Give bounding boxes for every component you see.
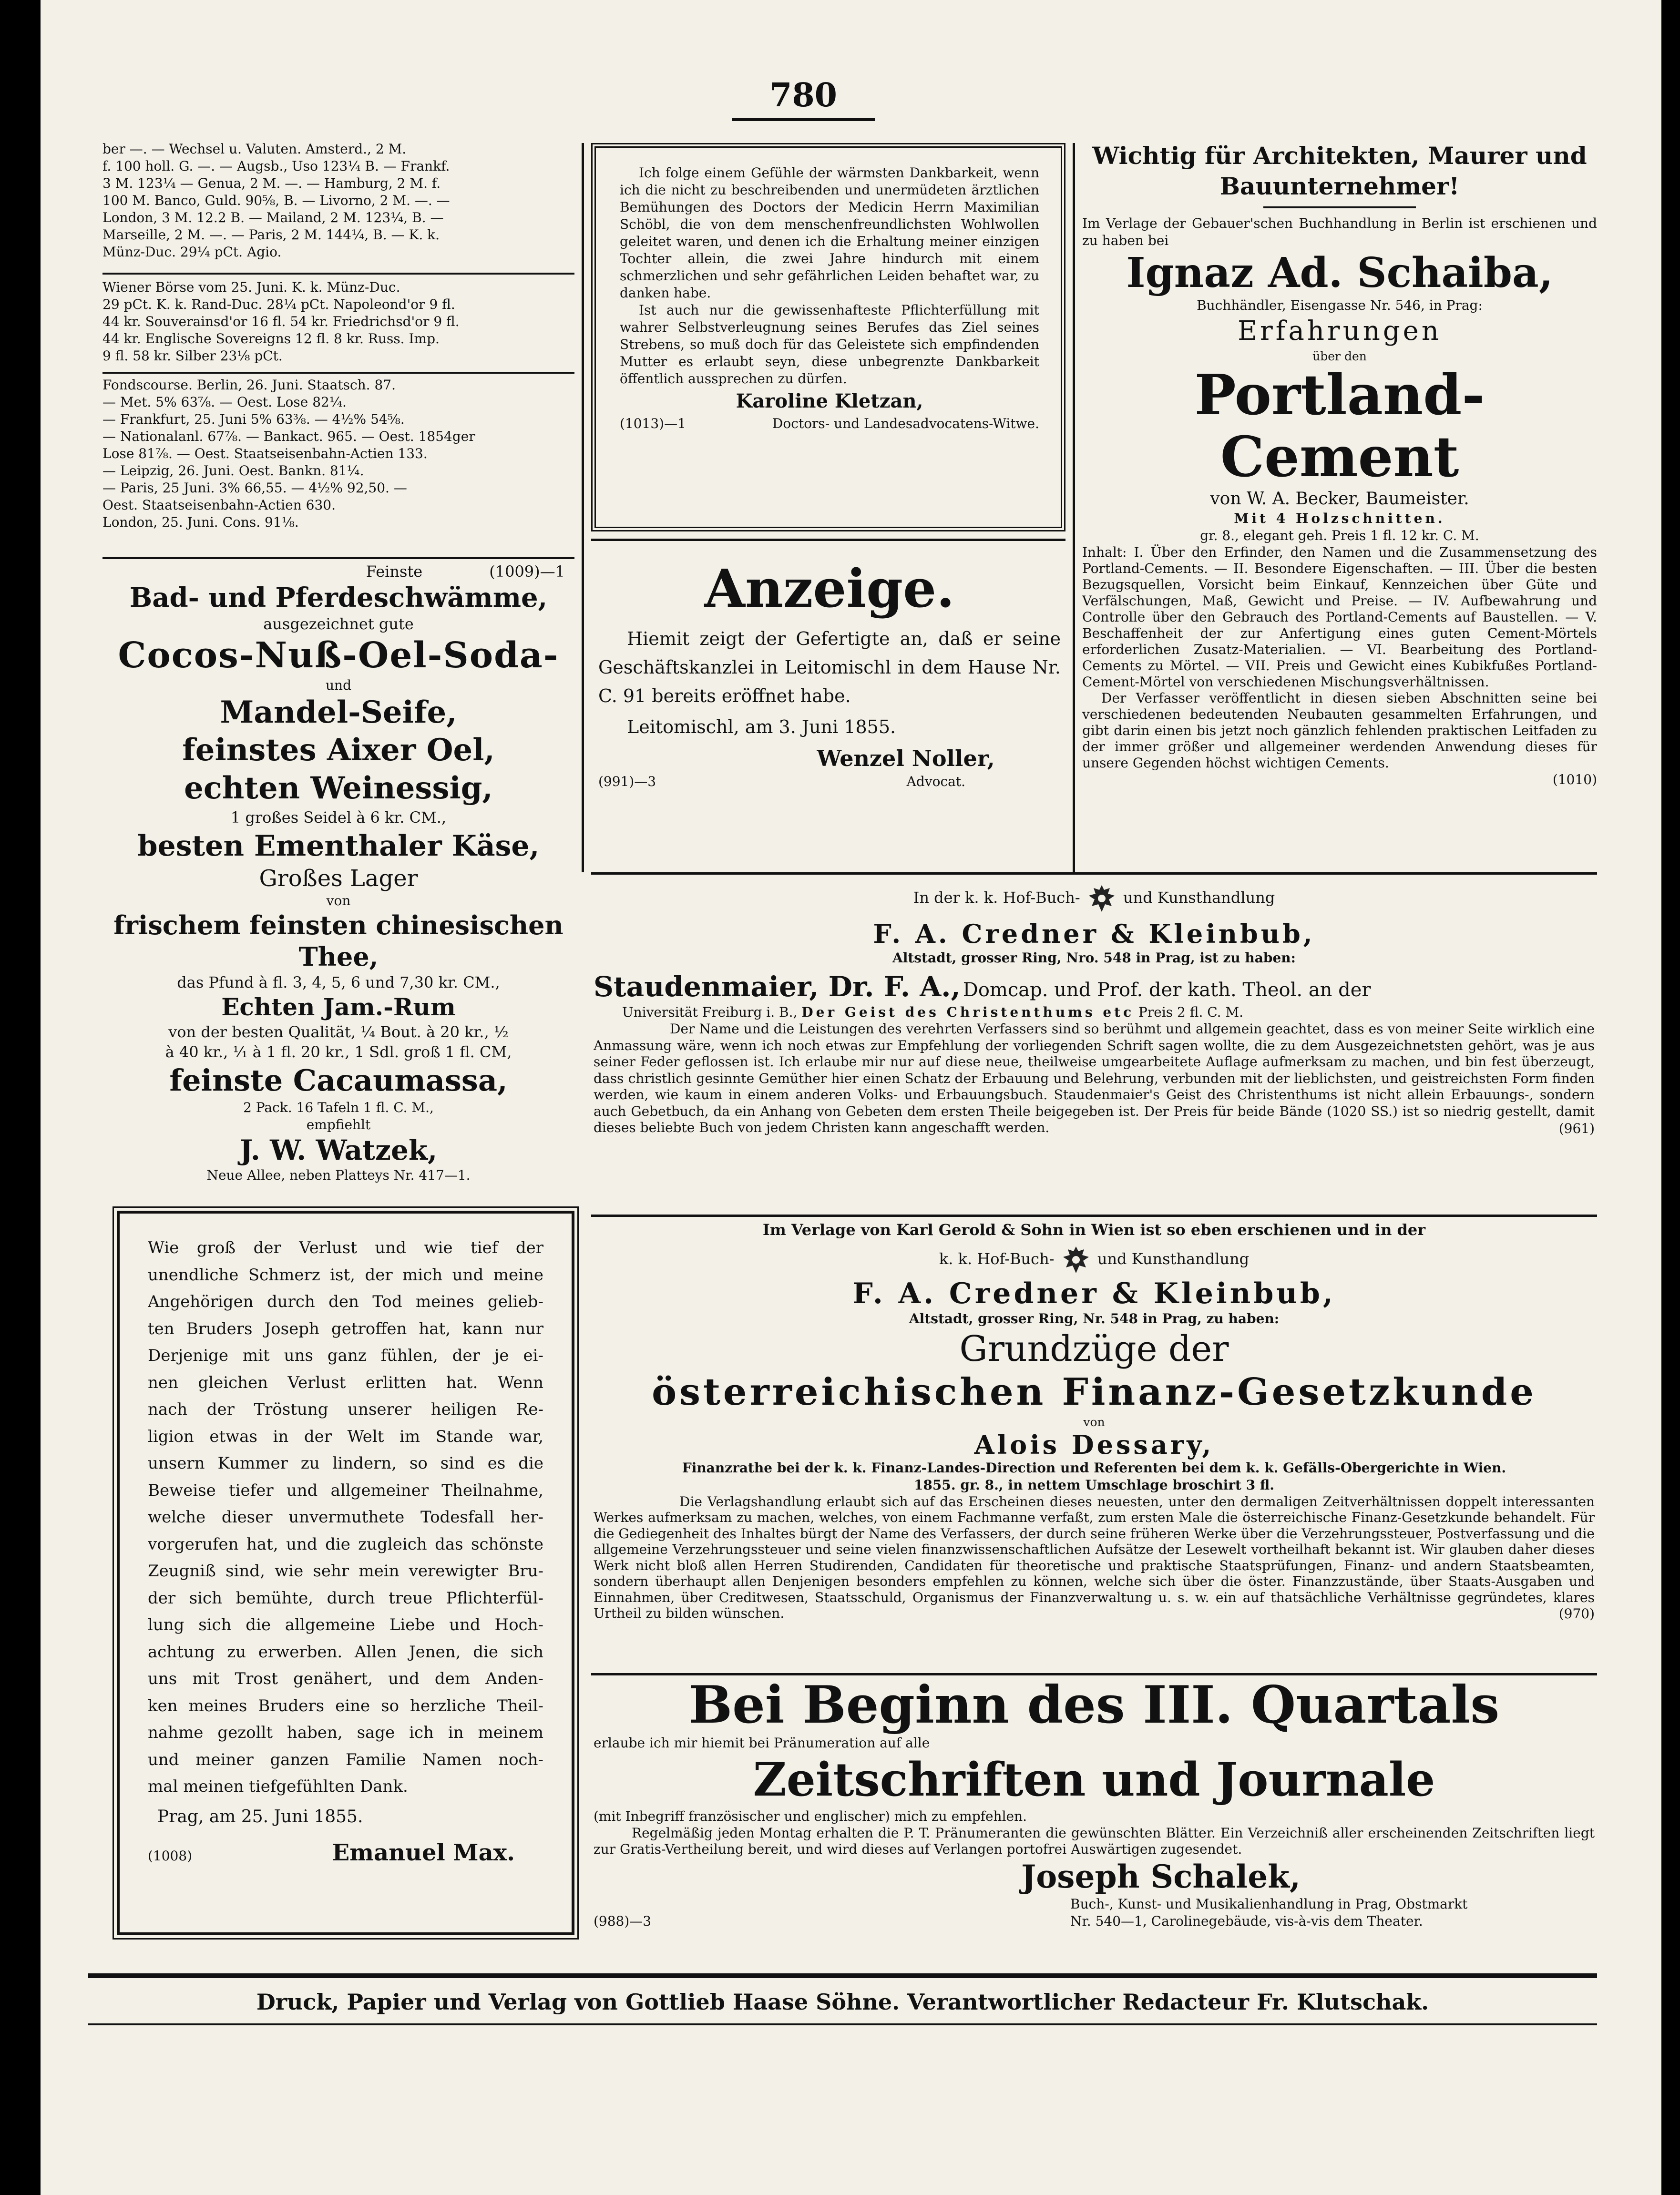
newspaper-page <box>41 0 1661 2195</box>
fonds-line: — Leipzig, 26. Juni. Oest. Bankn. 81¼. <box>102 463 364 479</box>
fonds-line: — Frankfurt, 25. Juni 5% 63⅜. — 4½% 54⅝. <box>102 411 405 427</box>
notice-line: nahme gezollt haben, sage ich in meinem <box>148 1723 543 1742</box>
thanks-signature-role: Doctors- und Landesadvocatens-Witwe. <box>772 416 1039 431</box>
imprint-footer: Druck, Papier und Verlag von Gottlieb Haase Söhne. Verantwortlicher Redacteur Fr. Klutschak. <box>256 1989 1429 2015</box>
notice-line: Beweise tiefer und allgemeiner Theilnahme, <box>148 1480 543 1500</box>
book-ref: (970) <box>1558 1605 1595 1622</box>
cement-seller-address: Buchhändler, Eisengasse Nr. 546, in Prag: <box>1197 297 1483 313</box>
notice-line: nach der Tröstung unserer heiligen Re- <box>148 1400 543 1419</box>
header-rule <box>732 118 875 121</box>
anzeige-signature: Wenzel Noller, <box>817 745 995 771</box>
anzeige-place: Leitomischl, am 3. Juni 1855. <box>627 716 896 737</box>
schalek-line: erlaube ich mir hiemit bei Pränumeration auf alle <box>594 1735 930 1751</box>
notice-line: ten Bruders Joseph getroffen hat, kann nur <box>148 1319 543 1338</box>
ad-line: besten Ementhaler Käse, <box>137 829 540 863</box>
firm-address: Altstadt, grosser Ring, Nr. 548 in Prag, zu haben: <box>909 1310 1280 1327</box>
cement-contents: Inhalt: I. Über den Erfinder, den Namen und die Zusammensetzung des Portland-Cements. — II. Besondere Eigenschaften. — III. Über die besten Bezugsquellen, Vorsicht beim Einkauf, Kennzeichen über Güte und Verfälschungen, Maß, Gewicht und Preise. — IV. Aufbewahrung und Controlle über den Gebrauch des Portland-Cements auf Baustellen. — V. Beschaffenheit der zur Anfertigung eines guten Cement-Mörtels erforderlichen Zusatz-Materialien. — VI. Bearbeitung des Portland-Cements zu Mörtel. — VII. Preis und Gewicht eines Kubikfußes Portland-Cement-Mörtel von verschiedenen Mischungsverhältnissen. <box>1082 544 1597 690</box>
ad-line: Mandel-Seife, <box>220 694 457 730</box>
quarter-headline: Bei Beginn des III. Quartals <box>688 1675 1500 1735</box>
notice-line: lung sich die allgemeine Liebe und Hoch- <box>148 1615 543 1634</box>
watzek-ad <box>102 562 574 1200</box>
market-line: 100 M. Banco, Guld. 90⅝, B. — Livorno, 2 M. —. — <box>102 193 450 208</box>
book-ref: (961) <box>1558 1120 1595 1136</box>
ad-line: à 40 kr., ⅟₁ à 1 fl. 20 kr., 1 Sdl. groß 1 fl. CM, <box>165 1043 512 1061</box>
market-line: Münz-Duc. 29¼ pCt. Agio. <box>102 244 282 260</box>
book-description: Die Verlagshandlung erlaubt sich auf das Erscheinen dieses neuesten, unter den dermaligen Zeitverhältnissen doppelt interessanten Werkes aufmerksam zu machen, welches, von einem Fachmanne verfaßt, zum ersten Male die österreichische Finanz-Gesetzkunde behandelt. Für die Gediegenheit des Inhaltes bürgt der Name des Verfassers, der durch seine früheren Werke über die Verzehrungssteuer, Postverfassung und die allgemeine Verzehrungssteuer und seine vielen finanzwissenschaftlichen Aufsätze der Lesewelt vortheilhaft bekannt ist. Wir glauben daher dieses Werk nicht bloß allen Herren Studirenden, Candidaten für theoretische und praktische Staatsprüfungen, Finanz- und andern Staatsbeamten, sondern überhaupt allen Denjenigen besonders empfehlen zu können, welche sich über die öster. Finanzzustände, über Staats-Ausgaben und Einnahmen, über Creditwesen, Staatsschuld, Organismus der Finanzverwaltung u. s. w. ein auf thatsächliche Verhältnisse gegründetes, klares Urtheil zu bilden wünschen. <box>594 1493 1595 1621</box>
cement-illustrations: Mit 4 Holzschnitten. <box>1234 510 1445 526</box>
shop-label: In der k. k. Hof-Buch- <box>913 888 1080 907</box>
anzeige-title: Anzeige. <box>704 558 955 619</box>
anzeige-text: Hiemit zeigt der Gefertigte an, daß er seine Geschäftskanzlei in Leitomischl in dem Hause Nr. C. 91 bereits eröffnet habe. <box>598 628 1061 706</box>
footer-rule <box>88 1973 1597 1978</box>
cement-headline: Bauunternehmer! <box>1219 172 1460 200</box>
cement-title-main: Portland-Cement <box>1194 363 1485 490</box>
firm-name: F. A. Credner & Kleinbub, <box>852 1276 1336 1310</box>
vienna-exchange <box>102 279 574 372</box>
ad-line: von <box>326 893 351 909</box>
divider <box>591 1215 1597 1217</box>
ad-line: und <box>326 677 351 693</box>
ad-line: ausgezeichnet gute <box>263 615 414 633</box>
schalek-body: Regelmäßig jeden Montag erhalten die P. T. Pränumeranten die gewünschten Blätter. Ein Verzeichniß aller erscheinenden Zeitschriften liegt zur Gratis-Vertheilung bereit, und wird dieses auf Verlangen portofrei Auswärtigen zugesendet. <box>594 1825 1595 1857</box>
notice-line: der sich bemühte, durch treue Pflichterfül- <box>148 1588 543 1608</box>
market-line: Marseille, 2 M. —. — Paris, 2 M. 144¼, B. — K. k. <box>102 227 440 243</box>
ad-feinste: Feinste <box>366 562 423 581</box>
schalek-address: Buch-, Kunst- und Musikalienhandlung in Prag, Obstmarkt <box>1070 1896 1468 1912</box>
notice-line: mal meinen tiefgefühlten Dank. <box>148 1777 408 1796</box>
boerse-line: 44 kr. Englische Sovereigns 12 fl. 8 kr. Russ. Imp. <box>102 331 440 347</box>
notice-line: Angehörigen durch den Tod meines gelieb- <box>148 1292 543 1311</box>
column-rule-right <box>1073 143 1075 872</box>
divider <box>102 273 574 275</box>
ad-signature: J. W. Watzek, <box>239 1134 438 1166</box>
column-rule-left <box>582 143 584 872</box>
ad-line: von der besten Qualität, ¼ Bout. à 20 kr., ½ <box>168 1023 509 1041</box>
notice-signature: Emanuel Max. <box>332 1839 515 1866</box>
ad-line: Echten Jam.-Rum <box>221 993 456 1021</box>
notice-line: unendliche Schmerz ist, der mich und meine <box>148 1265 543 1285</box>
fonds-line: London, 25. Juni. Cons. 91⅛. <box>102 514 299 530</box>
ad-line: Neue Allee, neben Platteys Nr. 417—1. <box>206 1167 471 1183</box>
book-description: Der Name und die Leistungen des verehrten Verfassers sind so berühmt und allgemein geachtet, dass es von meiner Seite wirklich eine Anmassung wäre, wenn ich noch etwas zur Empfehlung der vorliegenden Schrift sagen wollte, die zu dem Ausgezeichnetsten gehört, was je aus seiner Feder geflossen ist. Ich erlaube mir nur auf diese neue, theilweise umgearbeitete Auflage aufmerksam zu machen, und bin fest überzeugt, dass christlich gesinnte Gemüther hier einen Schatz der Erbauung und Belehrung, verbunden mit der lieblichsten, und geistreichsten Form finden werden, wie kaum in einem anderen Volks- und Erbauungsbuch. Staudenmaier's Geist des Christenthums ist nicht allein Erbauungs-, sondern auch Gebetbuch, da ein Anhang von Gebeten dem ersten Theile beigegeben ist. Der Preis für beide Bände (1020 SS.) ist so niedrig gestellt, damit dieses beliebte Buch von jedem Christen kann angeschafft werden. <box>594 1021 1595 1135</box>
firm-address: Altstadt, grosser Ring, Nro. 548 in Prag, ist zu haben: <box>892 950 1296 966</box>
notice-line: Derjenige mit uns ganz fühlen, der je ei- <box>148 1346 543 1365</box>
ad-line: Bad- und Pferdeschwämme, <box>129 582 548 613</box>
schalek-line: (mit Inbegriff französischer und englischer) mich zu empfehlen. <box>594 1808 1027 1824</box>
cement-title: Erfahrungen <box>1238 316 1442 347</box>
thanks-signature: Karoline Kletzan, <box>736 390 923 412</box>
ad-line: Großes Lager <box>259 865 418 892</box>
footer-rule <box>88 2023 1597 2025</box>
book-author-info: Finanzrathe bei der k. k. Finanz-Landes-Direction und Referenten bei dem k. k. Gefälls-Obergerichte in Wien. <box>682 1460 1506 1476</box>
cement-seller: Ignaz Ad. Schaiba, <box>1126 249 1553 297</box>
publisher-line: Im Verlage von Karl Gerold & Sohn in Wien ist so eben erschienen und in der <box>762 1221 1426 1239</box>
book-author-info: Universität Freiburg i. B., <box>622 1004 798 1020</box>
fonds-line: — Nationalanl. 67⅞. — Bankact. 965. — Oest. 1854ger <box>102 429 475 444</box>
schalek-ad <box>594 1675 1595 1971</box>
market-line: 3 M. 123¼ — Genua, 2 M. —. — Hamburg, 2 M. f. <box>102 175 441 191</box>
notice-line: ken meines Bruders eine so herzliche Theil- <box>148 1696 543 1715</box>
ad-line: feinstes Aixer Oel, <box>182 732 495 768</box>
exchange-rates <box>102 141 574 269</box>
book-by: von <box>1083 1415 1105 1429</box>
book-author: Staudenmaier, Dr. F. A., <box>594 970 961 1003</box>
market-line: ber —. — Wechsel u. Valuten. Amsterd., 2 M. <box>102 141 407 157</box>
notice-line: vorgerufen hat, und die zugleich das schönste <box>148 1534 543 1554</box>
ad-ref: (1009)—1 <box>489 562 565 581</box>
cement-ref: (1010) <box>1552 772 1597 787</box>
divider <box>102 557 574 559</box>
boerse-line: Wiener Börse vom 25. Juni. K. k. Münz-Duc. <box>102 279 400 295</box>
book-title: Der Geist des Christenthums etc <box>801 1004 1135 1020</box>
schalek-title: Zeitschriften und Journale <box>753 1753 1435 1807</box>
market-line: London, 3 M. 12.2 B. — Mailand, 2 M. 123¼, B. — <box>102 210 444 225</box>
ad-line: das Pfund à fl. 3, 4, 5, 6 und 7,30 kr. CM., <box>177 973 500 991</box>
notice-line: Zeugniß sind, wie sehr mein verewigter Bru- <box>148 1562 543 1581</box>
boerse-line: 44 kr. Souverainsd'or 16 fl. 54 kr. Friedrichsd'or 9 fl. <box>102 314 460 329</box>
staudenmaier-ad <box>594 877 1595 1213</box>
ad-line: empfiehlt <box>306 1117 371 1133</box>
fonds-line: — Met. 5% 63⅞. — Oest. Lose 82¼. <box>102 394 347 410</box>
divider <box>1263 206 1416 208</box>
book-author: Alois Dessary, <box>974 1429 1214 1460</box>
notice-line: achtung zu erwerben. Allen Jenen, die sich <box>148 1642 543 1662</box>
book-price: Preis 2 fl. C. M. <box>1138 1004 1244 1020</box>
thanks-ref: (1013)—1 <box>620 416 686 431</box>
book-title: Grundzüge der <box>959 1328 1229 1369</box>
page-number: 780 <box>769 76 837 114</box>
book-title: österreichischen Finanz-Gesetzkunde <box>652 1370 1537 1414</box>
cement-title: über den <box>1312 349 1367 363</box>
book-author-info: Domcap. und Prof. der kath. Theol. an der <box>963 979 1371 1001</box>
anzeige-role: Advocat. <box>906 774 965 789</box>
firm-name: F. A. Credner & Kleinbub, <box>873 919 1315 949</box>
notice-line: nen gleichen Verlust erlitten hat. Wenn <box>148 1373 543 1392</box>
mourning-notice <box>148 1235 543 1930</box>
ad-line: 1 großes Seidel à 6 kr. CM., <box>230 808 447 827</box>
divider <box>102 372 574 374</box>
ad-line: Cocos-Nuß-Oel-Soda- <box>118 635 559 676</box>
shop-label: und Kunsthandlung <box>1123 888 1275 907</box>
fonds-courses <box>102 377 574 567</box>
fonds-line: Lose 81⅞. — Oest. Staatseisenbahn-Actien 133. <box>102 446 428 461</box>
notice-line: uns mit Trost genähert, und dem Anden- <box>148 1669 543 1688</box>
notice-line: ligion etwas in der Welt im Stande war, <box>148 1427 543 1446</box>
cement-author: von W. A. Becker, Baumeister. <box>1210 489 1469 509</box>
ad-line: frischem feinsten chinesischen Thee, <box>113 910 563 972</box>
thanks-text-2: Ist auch nur die gewissenhafteste Pflichterfüllung mit wahrer Selbstverleugnung seines Berufes das Ziel seines Strebens, so muß doch für das Geleistete sich empfindenden Mutter es erlaubt seyn, diese unbegrenzte Dankbarkeit öffentlich aussprechen zu dürfen. <box>620 302 1039 387</box>
schalek-ref: (988)—3 <box>594 1913 652 1929</box>
divider <box>591 539 1065 541</box>
divider <box>591 872 1597 875</box>
book-price: 1855. gr. 8., in nettem Umschlage broschirt 3 fl. <box>913 1477 1275 1493</box>
cement-outro: Der Verfasser veröffentlicht in diesen sieben Abschnitten seine bei verschiedenen bedeutenden Neubauten gesammelten Erfahrungen, und gibt darin einen bis jetzt noch gänzlich fehlenden praktischen Leitfaden zu der immer größer und allgemeiner werdenden Anwendung dieses für unsere Gegenden höchst wichtigen Cements. <box>1082 690 1597 771</box>
boerse-line: 9 fl. 58 kr. Silber 23⅛ pCt. <box>102 348 283 364</box>
notice-line: welche dieser unvermuthete Todesfall her- <box>148 1508 543 1527</box>
notice-line: Wie groß der Verlust und wie tief der <box>148 1238 543 1257</box>
notice-line: unsern Kummer zu lindern, so sind es die <box>148 1454 543 1473</box>
cement-intro: Im Verlage der Gebauer'schen Buchhandlung in Berlin ist erschienen und zu haben bei <box>1082 215 1597 248</box>
cement-ad <box>1082 141 1597 865</box>
shop-label: und Kunsthandlung <box>1097 1250 1250 1268</box>
fonds-line: — Paris, 25 Juni. 3% 66,55. — 4½% 92,50. — <box>102 480 407 496</box>
ad-line: echten Weinessig, <box>184 770 493 806</box>
fonds-line: Fondscourse. Berlin, 26. Juni. Staatsch. 87. <box>102 377 396 393</box>
thanks-notice <box>620 164 1039 527</box>
schalek-signature: Joseph Schalek, <box>1021 1858 1301 1895</box>
shop-label: k. k. Hof-Buch- <box>939 1250 1055 1268</box>
boerse-line: 29 pCt. K. k. Rand-Duc. 28¼ pCt. Napoleond'or 9 fl. <box>102 296 455 312</box>
notice-line: und meiner ganzen Familie Namen noch- <box>148 1750 543 1769</box>
cement-price: gr. 8., elegant geh. Preis 1 fl. 12 kr. C. M. <box>1200 528 1479 543</box>
thanks-text: Ich folge einem Gefühle der wärmsten Dankbarkeit, wenn ich die nicht zu beschreibenden und unermüdeten ärztlichen Bemühungen des Doctors der Medicin Herrn Maximilian Schöbl, die von dem menschenfreundlichsten Wohlwollen geleitet waren, und denen ich die Erhaltung meiner einzigen Tochter allein, die zwei Jahre hindurch mit einem schmerzlichen und sehr gefährlichen Leiden behaftet war, zu danken habe. <box>620 165 1039 301</box>
eagle-crest-icon <box>1085 882 1118 916</box>
fonds-line: Oest. Staatseisenbahn-Actien 630. <box>102 497 336 513</box>
market-line: f. 100 holl. G. —. — Augsb., Uso 123¼ B. — Frankf. <box>102 158 450 174</box>
notice-ref: (1008) <box>148 1848 193 1864</box>
anzeige <box>598 553 1061 863</box>
ad-line: 2 Pack. 16 Tafeln 1 fl. C. M., <box>243 1100 434 1115</box>
anzeige-ref: (991)—3 <box>598 774 656 789</box>
dessary-ad <box>594 1218 1595 1687</box>
ad-line: feinste Cacaumassa, <box>169 1063 508 1098</box>
notice-date: Prag, am 25. Juni 1855. <box>157 1807 363 1827</box>
cement-headline: Wichtig für Architekten, Maurer und <box>1092 142 1587 170</box>
eagle-crest-icon <box>1059 1244 1093 1277</box>
schalek-address: Nr. 540—1, Carolinegebäude, vis-à-vis dem Theater. <box>1070 1913 1423 1929</box>
